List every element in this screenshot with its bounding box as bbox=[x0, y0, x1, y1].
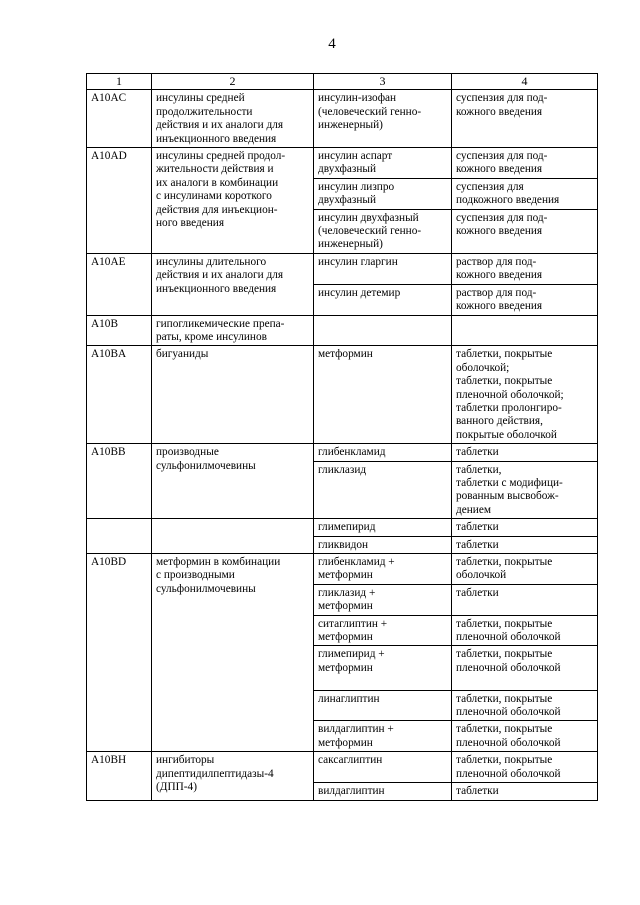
text-line: линаглиптин bbox=[318, 692, 380, 705]
text-line: кожного введения bbox=[456, 163, 543, 176]
text-line: вилдаглиптин bbox=[318, 785, 385, 798]
header-cell-3: 3 bbox=[314, 74, 452, 90]
text-line: пленочной оболочкой bbox=[456, 767, 561, 780]
text-line: покрытые оболочкой bbox=[456, 428, 557, 441]
drug-name-cell bbox=[314, 690, 452, 721]
group-name-cell bbox=[152, 444, 314, 519]
text-line: подкожного введения bbox=[456, 194, 560, 207]
dosage-form-cell bbox=[452, 752, 598, 783]
dosage-form-cell bbox=[452, 209, 598, 253]
text-line: (человеческий генно- bbox=[318, 105, 422, 118]
text-line: рованным высвобож- bbox=[456, 490, 559, 503]
atc-code-cell bbox=[87, 315, 152, 346]
text-line: A10BB bbox=[91, 446, 126, 459]
text-line: таблетки bbox=[456, 538, 499, 551]
text-line: пленочной оболочкой bbox=[456, 661, 561, 674]
text-line: раствор для под- bbox=[456, 255, 537, 268]
group-name-cell bbox=[152, 346, 314, 444]
dosage-form-cell bbox=[452, 721, 598, 752]
atc-code-cell bbox=[87, 148, 152, 254]
text-line: раты, кроме инсулинов bbox=[156, 330, 267, 343]
drug-name-cell bbox=[314, 615, 452, 646]
text-line: пленочной оболочкой bbox=[456, 706, 561, 719]
text-line: таблетки bbox=[456, 785, 499, 798]
text-line: сульфонилмочевины bbox=[156, 582, 256, 595]
text-line: саксаглиптин bbox=[318, 754, 383, 767]
drug-name-cell bbox=[314, 253, 452, 284]
text-line: таблетки, покрытые bbox=[456, 375, 553, 388]
text-line: таблетки bbox=[456, 446, 499, 459]
header-row bbox=[87, 74, 598, 90]
drug-name-cell bbox=[314, 148, 452, 179]
table-row bbox=[87, 519, 598, 536]
atc-code-cell bbox=[87, 346, 152, 444]
text-line: ного введения bbox=[156, 217, 225, 230]
group-name-cell bbox=[152, 90, 314, 148]
drug-name-cell bbox=[314, 584, 452, 615]
table-row bbox=[87, 315, 598, 346]
text-line: суспензия для под- bbox=[456, 92, 548, 105]
text-line: гликвидон bbox=[318, 538, 369, 551]
text-line: продолжительности bbox=[156, 105, 253, 118]
group-name-cell bbox=[152, 315, 314, 346]
drug-name-cell bbox=[314, 90, 452, 148]
drug-name-cell bbox=[314, 783, 452, 800]
header-cell-1: 1 bbox=[87, 74, 152, 90]
drug-name-cell bbox=[314, 752, 452, 783]
text-line: гликлазид + bbox=[318, 586, 376, 599]
text-line: инженерный) bbox=[318, 238, 383, 251]
dosage-form-cell bbox=[452, 554, 598, 585]
atc-code-cell bbox=[87, 554, 152, 752]
text-line: метформин bbox=[318, 661, 373, 674]
text-line: ванного действия, bbox=[456, 415, 543, 428]
text-line: таблетки, покрытые bbox=[456, 648, 553, 661]
dosage-form-cell bbox=[452, 90, 598, 148]
group-name-cell bbox=[152, 148, 314, 254]
table-row bbox=[87, 253, 598, 284]
dosage-form-cell bbox=[452, 444, 598, 461]
text-line: суспензия для под- bbox=[456, 150, 548, 163]
drug-name-cell bbox=[314, 646, 452, 690]
text-line: раствор для под- bbox=[456, 286, 537, 299]
text-line: глимепирид + bbox=[318, 648, 385, 661]
text-line: метформин bbox=[318, 736, 373, 749]
text-line: кожного введения bbox=[456, 269, 543, 282]
dosage-form-cell bbox=[452, 148, 598, 179]
dosage-form-cell bbox=[452, 178, 598, 209]
dosage-form-cell bbox=[452, 284, 598, 315]
text-line: инженерный) bbox=[318, 119, 383, 132]
text-line: A10BA bbox=[91, 348, 127, 361]
text-line: A10AD bbox=[91, 150, 127, 163]
text-line: инъекционного введения bbox=[156, 132, 277, 145]
drug-name-cell bbox=[314, 444, 452, 461]
text-line: с инсулинами короткого bbox=[156, 190, 272, 203]
drug-name-cell bbox=[314, 315, 452, 346]
text-line: таблетки, покрытые bbox=[456, 723, 553, 736]
text-line: глибенкламид + bbox=[318, 556, 395, 568]
text-line: производные bbox=[156, 446, 219, 459]
drug-table bbox=[86, 73, 598, 801]
text-line: действия для инъекцион- bbox=[156, 203, 278, 216]
atc-code-cell bbox=[87, 90, 152, 148]
text-line: (ДПП-4) bbox=[156, 781, 197, 794]
drug-name-cell bbox=[314, 178, 452, 209]
text-line: ингибиторы bbox=[156, 754, 215, 767]
group-name-cell bbox=[152, 554, 314, 752]
text-line: пленочной оболочкой bbox=[456, 631, 561, 644]
text-line: метформин bbox=[318, 600, 373, 613]
text-line: A10BH bbox=[91, 754, 127, 767]
text-line: инсулин гларгин bbox=[318, 255, 398, 268]
text-line: таблетки пролонгиро- bbox=[456, 401, 562, 414]
drug-name-cell bbox=[314, 721, 452, 752]
text-line: инсулин детемир bbox=[318, 286, 401, 299]
text-line: их аналоги в комбинации bbox=[156, 176, 279, 189]
text-line: вилдаглиптин + bbox=[318, 723, 394, 736]
text-line: A10AC bbox=[91, 92, 127, 105]
group-name-cell bbox=[152, 253, 314, 315]
page-number: 4 bbox=[328, 36, 336, 52]
text-line: глимепирид bbox=[318, 521, 376, 534]
text-line bbox=[456, 675, 593, 688]
table-row bbox=[87, 90, 598, 148]
text-line: инсулины средней продол- bbox=[156, 150, 286, 163]
text-line: оболочкой; bbox=[456, 361, 510, 374]
text-line: с производными bbox=[156, 569, 235, 582]
text-line: таблетки, покрытые bbox=[456, 754, 553, 767]
dosage-form-cell bbox=[452, 536, 598, 553]
dosage-form-cell bbox=[452, 346, 598, 444]
text-line: метформин в комбинации bbox=[156, 556, 281, 568]
text-line: гипогликемические препа- bbox=[156, 317, 285, 330]
text-line: таблетки, покрытые bbox=[456, 692, 553, 705]
text-line: суспензия для bbox=[456, 180, 524, 193]
atc-code-cell bbox=[87, 444, 152, 519]
text-line: кожного введения bbox=[456, 225, 543, 238]
text-line: инсулин двухфазный bbox=[318, 211, 419, 224]
text-line: пленочной оболочкой bbox=[456, 736, 561, 749]
text-line: метформин bbox=[318, 631, 373, 644]
text-line: таблетки bbox=[456, 586, 499, 599]
text-line: гликлазид bbox=[318, 463, 367, 476]
text-line: действия и их аналоги для bbox=[156, 269, 284, 282]
dosage-form-cell bbox=[452, 519, 598, 536]
dosage-form-cell bbox=[452, 783, 598, 800]
text-line: дипептидилпептидазы-4 bbox=[156, 767, 274, 780]
text-line: действия и их аналоги для bbox=[156, 119, 284, 132]
header-cell-4: 4 bbox=[452, 74, 598, 90]
text-line: таблетки, bbox=[456, 463, 502, 476]
drug-name-cell bbox=[314, 536, 452, 553]
text-line: кожного введения bbox=[456, 105, 543, 118]
drug-name-cell bbox=[314, 284, 452, 315]
drug-name-cell bbox=[314, 346, 452, 444]
text-line: глибенкламид bbox=[318, 446, 386, 459]
text-line: пленочной оболочкой; bbox=[456, 388, 564, 401]
text-line: жительности действия и bbox=[156, 163, 274, 176]
drug-name-cell bbox=[314, 519, 452, 536]
table-row bbox=[87, 444, 598, 461]
text-line: суспензия для под- bbox=[456, 211, 548, 224]
dosage-form-cell bbox=[452, 253, 598, 284]
text-line: инъекционного введения bbox=[156, 282, 277, 295]
dosage-form-cell bbox=[452, 615, 598, 646]
text-line: двухфазный bbox=[318, 194, 377, 207]
drug-name-cell bbox=[314, 461, 452, 519]
table-row bbox=[87, 752, 598, 783]
text-line: инсулины длительного bbox=[156, 255, 267, 268]
dosage-form-cell bbox=[452, 584, 598, 615]
text-line: A10BD bbox=[91, 556, 127, 568]
atc-code-cell bbox=[87, 253, 152, 315]
drug-name-cell bbox=[314, 554, 452, 585]
dosage-form-cell bbox=[452, 690, 598, 721]
text-line: бигуаниды bbox=[156, 348, 209, 361]
text-line: кожного введения bbox=[456, 300, 543, 313]
text-line: таблетки bbox=[456, 521, 499, 534]
text-line: двухфазный bbox=[318, 163, 377, 176]
text-line: инсулин лизпро bbox=[318, 180, 395, 193]
text-line: таблетки, покрытые bbox=[456, 348, 553, 361]
group-name-cell bbox=[152, 752, 314, 800]
text-line: оболочкой bbox=[456, 569, 507, 582]
text-line: A10B bbox=[91, 317, 118, 330]
dosage-form-cell bbox=[452, 461, 598, 519]
table-row bbox=[87, 346, 598, 444]
table-row bbox=[87, 554, 598, 585]
atc-code-cell bbox=[87, 752, 152, 800]
text-line: таблетки, покрытые bbox=[456, 556, 553, 568]
dosage-form-cell bbox=[452, 315, 598, 346]
text-line: A10AE bbox=[91, 255, 126, 268]
text-line: инсулин аспарт bbox=[318, 150, 393, 163]
text-line: дением bbox=[456, 503, 492, 516]
text-line: метформин bbox=[318, 348, 373, 361]
dosage-form-cell bbox=[452, 646, 598, 690]
table-row bbox=[87, 148, 598, 179]
text-line: инсулины средней bbox=[156, 92, 245, 105]
atc-code-cell bbox=[87, 519, 152, 554]
group-name-cell bbox=[152, 519, 314, 554]
text-line: таблетки с модифици- bbox=[456, 476, 563, 489]
drug-name-cell bbox=[314, 209, 452, 253]
text-line: таблетки, покрытые bbox=[456, 617, 553, 630]
text-line: сульфонилмочевины bbox=[156, 459, 256, 472]
text-line: инсулин-изофан bbox=[318, 92, 397, 105]
text-line bbox=[318, 675, 447, 688]
text-line: ситаглиптин + bbox=[318, 617, 388, 630]
header-cell-2: 2 bbox=[152, 74, 314, 90]
text-line: метформин bbox=[318, 569, 373, 582]
text-line: (человеческий генно- bbox=[318, 225, 422, 238]
